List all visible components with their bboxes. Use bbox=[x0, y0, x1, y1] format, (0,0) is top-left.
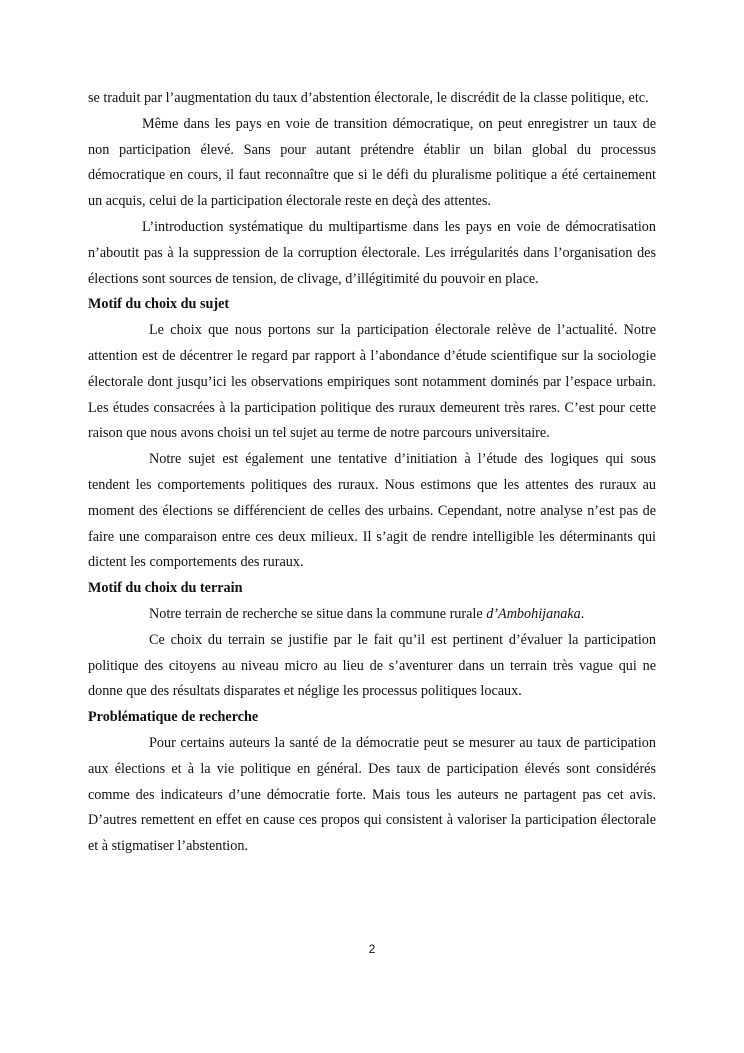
paragraph-continuation: se traduit par l’augmentation du taux d’abstention électorale, le discrédit de la classe politique, etc. bbox=[88, 90, 649, 106]
paragraph-problematique: Pour certains auteurs la santé de la démocratie peut se mesurer au taux de participation aux élections et à la vie politique en général. Des taux de participation élevés sont considérés comme des indicateurs d’une démocratie forte. Mais tous les auteurs ne partagent pas cet avis. D’autres remettent en effet en cause ces propos qui consistent à valoriser la participation électorale et à stigmatiser l’abstention. bbox=[88, 734, 656, 855]
document-page bbox=[88, 86, 656, 860]
heading-motif-sujet: Motif du choix du sujet bbox=[88, 296, 230, 313]
paragraph-sujet-2: Notre sujet est également une tentative d’initiation à l’étude des logiques qui sous tendent les comportements politiques des ruraux. Nous estimons que les attentes des ruraux au moment des élections se différencient de celles des urbains. Cependant, notre analyse n’est pas de faire une comparaison entre ces deux milieux. Il s’agit de rendre intelligible les déterminants qui dictent les comportements des ruraux. bbox=[88, 451, 656, 571]
paragraph-sujet-1: Le choix que nous portons sur la participation électorale relève de l’actualité. Notre attention est de décentrer le regard par rapport à l’abondance d’étude scientifique sur la sociologie électorale dont jusqu’ici les observations empiriques sont notamment dominés par l’espace urbain. Les études consacrées à la participation politique des ruraux demeurent très rares. C’est pour cette raison que nous avons choisi un tel sujet au terme de notre parcours universitaire. bbox=[88, 322, 656, 442]
terrain-end: . bbox=[580, 605, 585, 622]
terrain-text: Notre terrain de recherche se situe dans la commune rurale bbox=[149, 605, 487, 622]
page-number: 2 bbox=[368, 942, 376, 956]
paragraph-multipartisme: L’introduction systématique du multipartisme dans les pays en voie de démocratisation n’aboutit pas à la suppression de la corruption électorale. Les irrégularités dans l’organisation des élections sont sources de tension, de clivage, d’illégitimité du pouvoir en place. bbox=[88, 218, 656, 287]
paragraph-terrain-1 bbox=[88, 602, 656, 628]
terrain-place: d’Ambohijanaka bbox=[486, 605, 581, 622]
paragraph-terrain-2: Ce choix du terrain se justifie par le fait qu’il est pertinent d’évaluer la participation politique des citoyens au niveau micro au lieu de s’aventurer dans un terrain très vague qui ne donne que des résultats disparates et néglige les processus politiques locaux. bbox=[88, 631, 656, 700]
heading-problematique: Problématique de recherche bbox=[88, 709, 259, 726]
heading-motif-terrain: Motif du choix du terrain bbox=[88, 580, 243, 597]
paragraph-transition: Même dans les pays en voie de transition démocratique, on peut enregistrer un taux de non participation élevé. Sans pour autant prétendre établir un bilan global du processus démocratique en cours, il faut reconnaître que si le défi du pluralisme politique a été certainement un acquis, celui de la participation électorale reste en deçà des attentes. bbox=[88, 115, 656, 210]
